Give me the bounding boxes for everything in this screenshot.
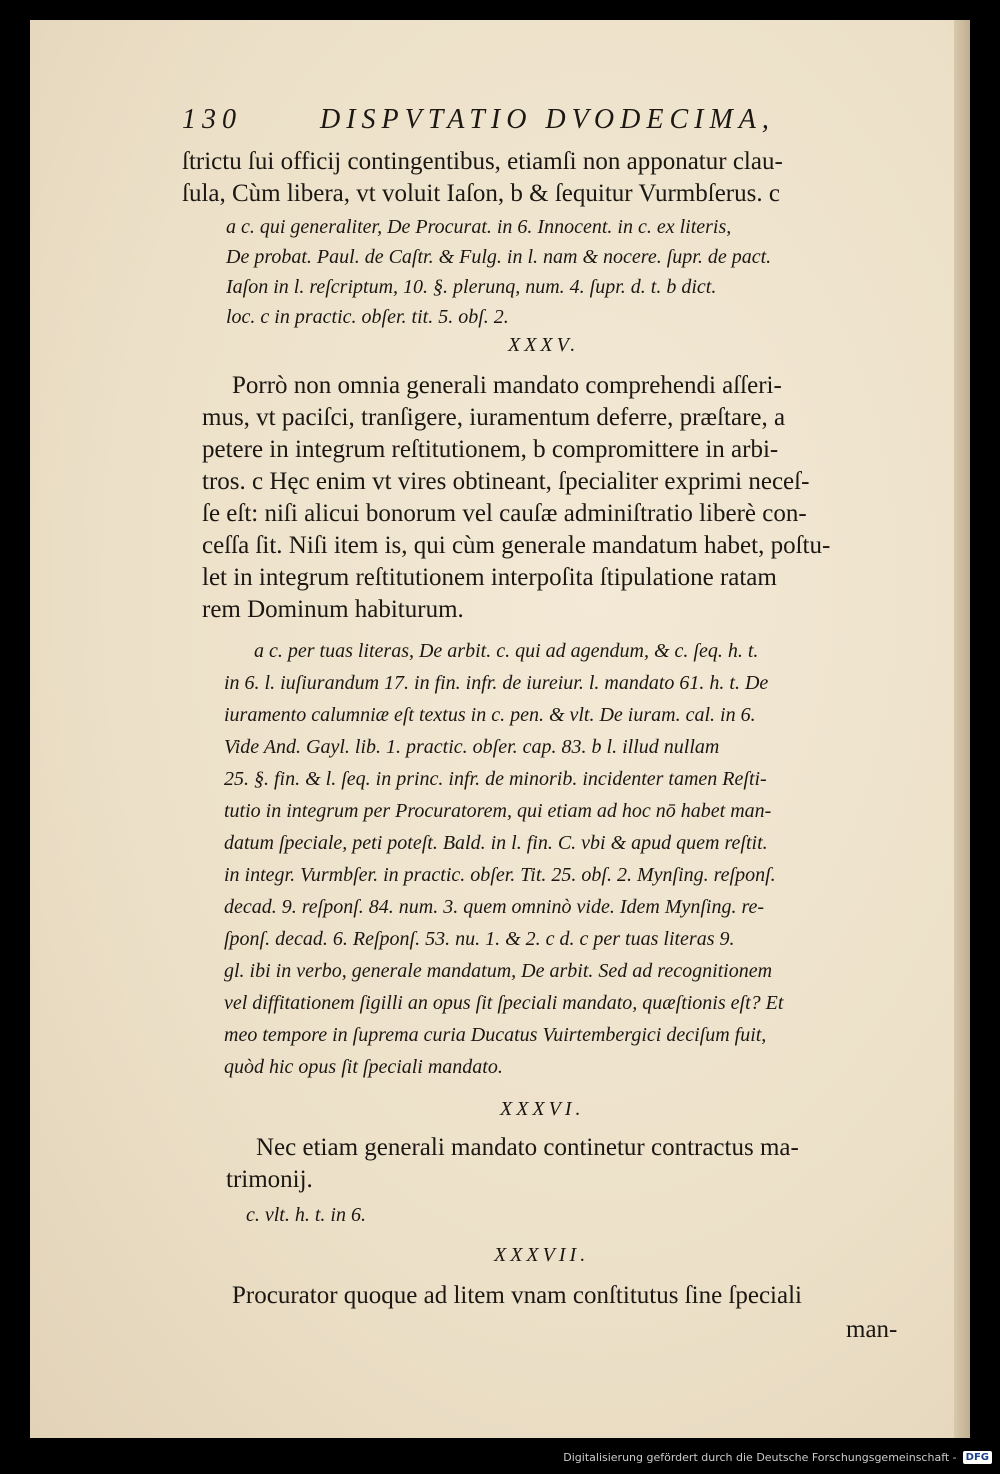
footnote-line: a c. qui generaliter, De Procurat. in 6. Innocent. in c. ex literis, — [226, 216, 732, 238]
footnote-line: 25. §. fin. & l. ſeq. in princ. infr. de minorib. incidenter tamen Reſti- — [224, 768, 767, 790]
section-heading: XXXVI. — [500, 1098, 585, 1120]
text-line: mus, vt paciſci, tranſigere, iuramentum deferre, præſtare, a — [202, 404, 786, 431]
text-line: rem Dominum habiturum. — [202, 596, 464, 623]
footnote-line: gl. ibi in verbo, generale mandatum, De arbit. Sed ad recognitionem — [224, 960, 773, 982]
section-heading: XXXV. — [508, 334, 580, 356]
catchword: man- — [846, 1316, 898, 1343]
footnote-line: a c. per tuas literas, De arbit. c. qui ad agendum, & c. ſeq. h. t. — [254, 640, 759, 662]
text-line: Porrò non omnia generali mandato comprehendi aſſeri- — [232, 372, 782, 399]
footnote-line: meo tempore in ſuprema curia Ducatus Vuirtembergici deciſum fuit, — [224, 1024, 767, 1046]
text-line: ſula, Cùm libera, vt voluit Iaſon, b & ſequitur Vurmbſerus. c — [182, 180, 780, 207]
digitization-credit — [563, 1448, 992, 1466]
footnote-line: Vide And. Gayl. lib. 1. practic. obſer. cap. 83. b l. illud nullam — [224, 736, 720, 758]
footnote-line: Iaſon in l. reſcriptum, 10. §. plerunq, num. 4. ſupr. d. t. b dict. — [226, 276, 717, 298]
footnote-line: decad. 9. reſponſ. 84. num. 3. quem omninò vide. Idem Mynſing. re- — [224, 896, 765, 918]
page-edge — [954, 20, 970, 1438]
running-title: DISPVTATIO DVODECIMA, — [320, 104, 775, 135]
footnote-line: in 6. l. iuſiurandum 17. in fin. infr. de iureiur. l. mandato 61. h. t. De — [224, 672, 769, 694]
footnote-line: tutio in integrum per Procuratorem, qui etiam ad hoc nō habet man- — [224, 800, 772, 822]
page-number: 130 — [182, 104, 242, 135]
credit-text: Digitalisierung gefördert durch die Deutsche Forschungsgemeinschaft - — [563, 1450, 957, 1464]
book-page — [30, 20, 970, 1438]
footnote-line: loc. c in practic. obſer. tit. 5. obſ. 2. — [226, 306, 509, 328]
text-line: ſtrictu ſui officij contingentibus, etiamſi non apponatur clau- — [182, 148, 783, 175]
footnote-line: in integr. Vurmbſer. in practic. obſer. Tit. 25. obſ. 2. Mynſing. reſponſ. — [224, 864, 776, 886]
dfg-logo: DFG — [963, 1451, 992, 1464]
footnote-line: quòd hic opus ſit ſpeciali mandato. — [224, 1056, 503, 1078]
text-line: trimonij. — [226, 1166, 313, 1193]
text-line: let in integrum reſtitutionem interpoſita ſtipulatione ratam — [202, 564, 777, 591]
text-line: Nec etiam generali mandato continetur contractus ma- — [256, 1134, 799, 1161]
footnote-line: ſponſ. decad. 6. Reſponſ. 53. nu. 1. & 2. c d. c per tuas literas 9. — [224, 928, 735, 950]
text-line: tros. c Hęc enim vt vires obtineant, ſpecialiter exprimi neceſ- — [202, 468, 810, 495]
text-line: ſe eſt: niſi alicui bonorum vel cauſæ adminiſtratio liberè con- — [202, 500, 807, 527]
text-line: petere in integrum reſtitutionem, b compromittere in arbi- — [202, 436, 779, 463]
footnote-line: c. vlt. h. t. in 6. — [246, 1204, 366, 1226]
footnote-line: datum ſpeciale, peti poteſt. Bald. in l. fin. C. vbi & apud quem reſtit. — [224, 832, 768, 854]
text-line: ceſſa ſit. Niſi item is, qui cùm generale mandatum habet, poſtu- — [202, 532, 831, 559]
footnote-line: iuramento calumniæ eſt textus in c. pen. & vlt. De iuram. cal. in 6. — [224, 704, 756, 726]
footnote-line: De probat. Paul. de Caſtr. & Fulg. in l. nam & nocere. ſupr. de pact. — [226, 246, 772, 268]
footnote-line: vel diffitationem ſigilli an opus ſit ſpeciali mandato, quæſtionis eſt? Et — [224, 992, 784, 1014]
text-line: Procurator quoque ad litem vnam conſtitutus ſine ſpeciali — [232, 1282, 802, 1309]
section-heading: XXXVII. — [494, 1244, 590, 1266]
